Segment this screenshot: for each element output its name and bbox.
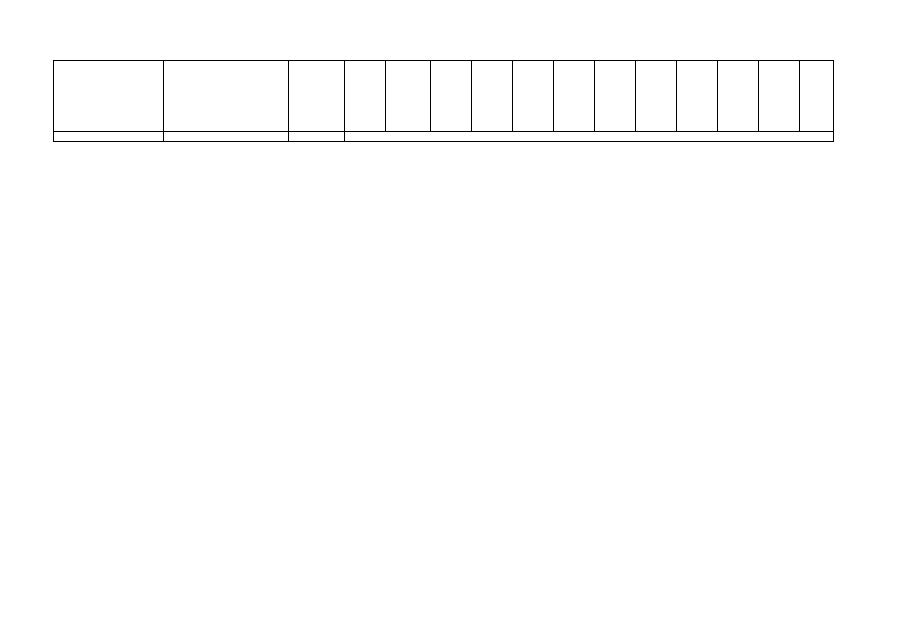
section-row [54, 131, 834, 141]
forest-fire-safety-table [53, 60, 834, 142]
measure-description [164, 60, 289, 131]
header-row [54, 60, 834, 131]
section-title [345, 131, 834, 141]
